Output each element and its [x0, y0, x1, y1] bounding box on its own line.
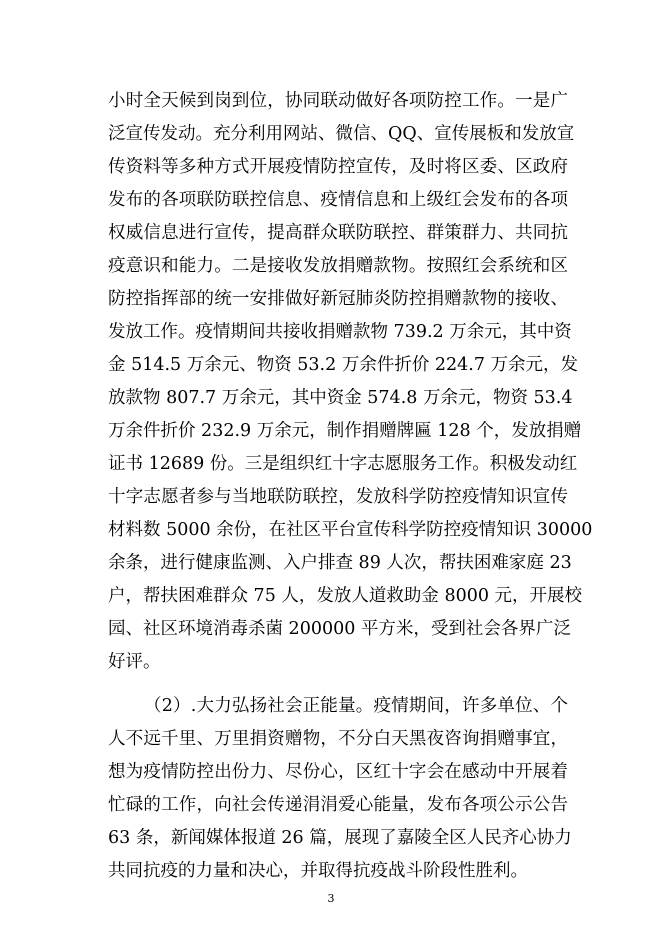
text-line: （2）.大力弘扬社会正能量。疫情期间，许多单位、个 — [144, 696, 568, 716]
text-line: 泛宣传发动。充分利用网站、微信、QQ、宣传展板和发放宣 — [108, 124, 575, 144]
text-line: 想为疫情防控出份力、尽份心，区红十字会在感动中开展着 — [108, 762, 568, 782]
text-line: 园、社区环境消毒杀菌 200000 平方米，受到社会各界广泛 — [108, 619, 571, 639]
text-line: 户，帮扶困难群众 75 人，发放人道救助金 8000 元，开展校 — [108, 586, 583, 606]
text-line: 十字志愿者参与当地联防联控，发放科学防控疫情知识宣传 — [108, 487, 568, 507]
text-line: 放款物 807.7 万余元，其中资金 574.8 万余元，物资 53.4 — [108, 388, 573, 408]
text-line: 余条，进行健康监测、入户排查 89 人次，帮扶困难家庭 23 — [108, 553, 572, 573]
text-line: 金 514.5 万余元、物资 53.2 万余件折价 224.7 万余元，发 — [108, 355, 579, 375]
text-line: 疫意识和能力。二是接收发放捐赠款物。按照红会系统和区 — [108, 256, 568, 276]
text-line: 人不远千里、万里捐资赠物，不分白天黑夜咨询捐赠事宜， — [108, 729, 568, 749]
text-line: 忙碌的工作，向社会传递涓涓爱心能量，发布各项公示公告 — [108, 795, 568, 815]
text-line: 证书 12689 份。三是组织红十字志愿服务工作。积极发动红 — [108, 454, 578, 474]
text-line: 防控指挥部的统一安排做好新冠肺炎防控捐赠款物的接收、 — [108, 289, 568, 309]
text-line: 好评。 — [108, 652, 161, 672]
text-line: 小时全天候到岗到位，协同联动做好各项防控工作。一是广 — [108, 91, 568, 111]
text-line: 63 条，新闻媒体报道 26 篇，展现了嘉陵全区人民齐心协力 — [108, 828, 572, 848]
page-number: 3 — [327, 892, 335, 905]
text-line: 传资料等多种方式开展疫情防控宣传，及时将区委、区政府 — [108, 157, 568, 177]
text-line: 发放工作。疫情期间共接收捐赠款物 739.2 万余元，其中资 — [108, 322, 572, 342]
text-line: 万余件折价 232.9 万余元，制作捐赠牌匾 128 个，发放捐赠 — [108, 421, 582, 441]
text-line: 权威信息进行宣传，提高群众联防联控、群策群力、共同抗 — [108, 223, 568, 243]
text-line: 发布的各项联防联控信息、疫情信息和上级红会发布的各项 — [108, 190, 568, 210]
text-line: 材料数 5000 余份，在社区平台宣传科学防控疫情知识 30000 — [108, 520, 593, 540]
text-line: 共同抗疫的力量和决心，并取得抗疫战斗阶段性胜利。 — [108, 861, 528, 881]
